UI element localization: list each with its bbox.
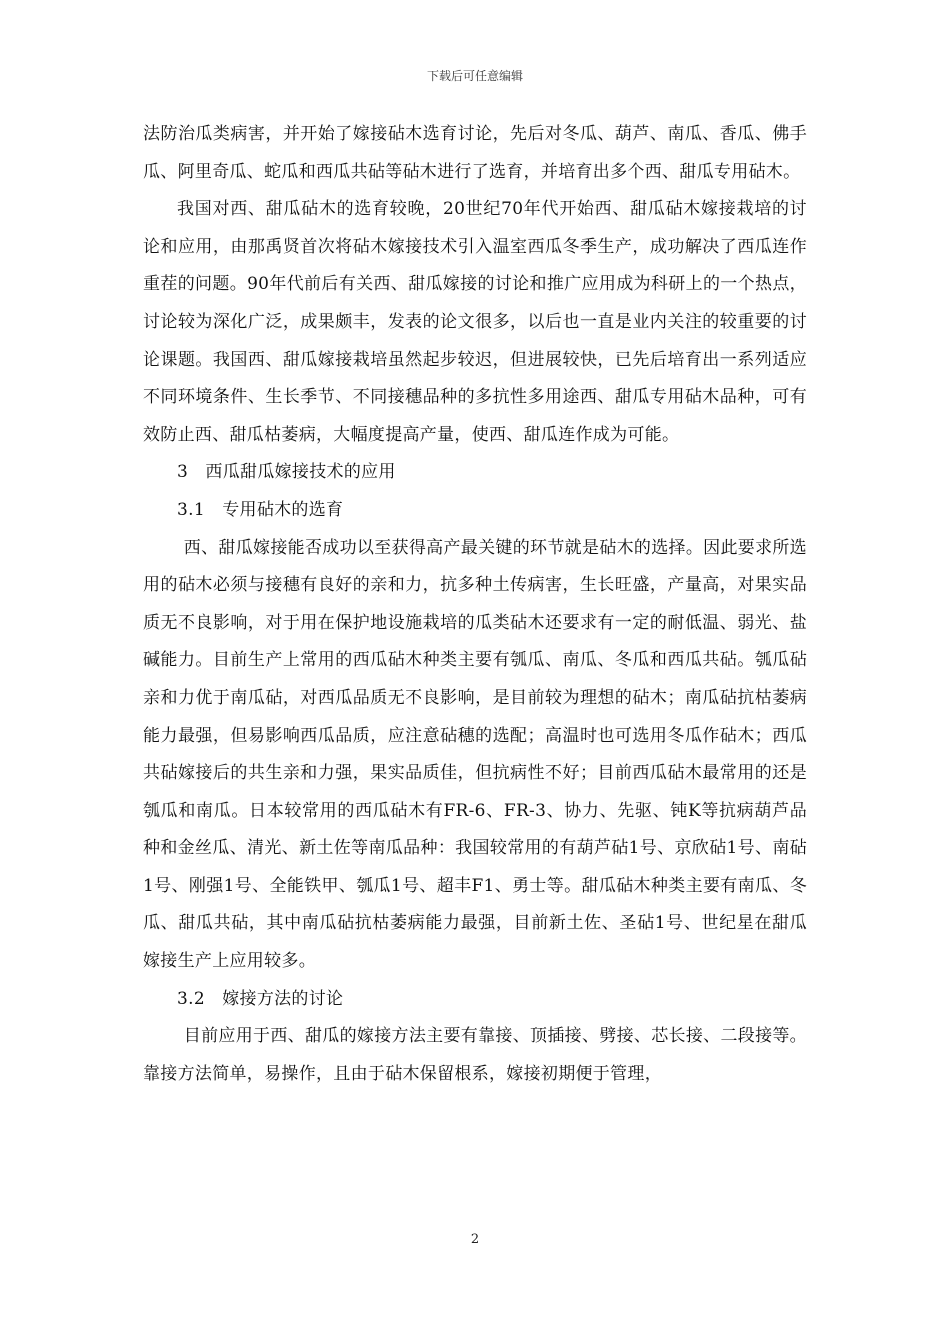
section-heading-3-1: 3.1 专用砧木的选育 (177, 499, 344, 520)
section-heading-3-2: 3.2 嫁接方法的讨论 (177, 988, 344, 1009)
paragraph-china-breeding: 我国对西、甜瓜砧木的选育较晚，20世纪70年代开始西、甜瓜砧木嫁接栽培的讨论和应用，由那禹贤首次将砧木嫁接技术引入温室西瓜冬季生产，成功解决了西瓜连作重茬的问题。90年代前后有关西、甜瓜嫁接的讨论和推广应用成为科研上的一个热点，讨论较为深化广泛，成果颇丰，发表的论文很多，以后也一直是业内关注的较重要的讨论课题。我国西、甜瓜嫁接栽培虽然起步较迟，但进展较快，已先后培育出一系列适应不同环境条件、生长季节、不同接穗品种的多抗性多用途西、甜瓜专用砧木品种，可有效防止西、甜瓜枯萎病，大幅度提高产量，使西、甜瓜连作成为可能。 (143, 199, 807, 445)
page-number: 2 (470, 1232, 480, 1247)
page-header: 下载后可任意编辑 (426, 69, 523, 83)
paragraph-rootstock-history: 法防治瓜类病害，并开始了嫁接砧木选育讨论，先后对冬瓜、葫芦、南瓜、香瓜、佛手瓜、阿里奇瓜、蛇瓜和西瓜共砧等砧木进行了选育，并培育出多个西、甜瓜专用砧木。 (143, 124, 807, 182)
paragraph-grafting-methods: 目前应用于西、甜瓜的嫁接方法主要有靠接、顶插接、劈接、芯长接、二段接等。靠接方法简单，易操作，且由于砧木保留根系，嫁接初期便于管理， (143, 1026, 807, 1084)
paragraph-rootstock-selection: 西、甜瓜嫁接能否成功以至获得高产最关键的环节就是砧木的选择。因此要求所选用的砧木必须与接穗有良好的亲和力，抗多种土传病害，生长旺盛，产量高，对果实品质无不良影响，对于用在保护地设施栽培的瓜类砧木还要求有一定的耐低温、弱光、盐碱能力。目前生产上常用的西瓜砧木种类主要有瓠瓜、南瓜、冬瓜和西瓜共砧。瓠瓜砧亲和力优于南瓜砧，对西瓜品质无不良影响，是目前较为理想的砧木；南瓜砧抗枯萎病能力最强，但易影响西瓜品质，应注意砧穗的选配；高温时也可选用冬瓜作砧木；西瓜共砧嫁接后的共生亲和力强，果实品质佳，但抗病性不好；目前西瓜砧木最常用的还是瓠瓜和南瓜。日本较常用的西瓜砧木有FR-6、FR-3、协力、先驱、钝K等抗病葫芦品种和金丝瓜、清光、新土佐等南瓜品种：我国较常用的有葫芦砧1号、京欣砧1号、南砧1号、刚强1号、全能铁甲、瓠瓜1号、超丰F1、勇士等。甜瓜砧木种类主要有南瓜、冬瓜、甜瓜共砧，其中南瓜砧抗枯萎病能力最强，目前新土佐、圣砧1号、世纪星在甜瓜嫁接生产上应用较多。 (143, 537, 807, 972)
document-body (143, 116, 807, 1093)
section-heading-3: 3 西瓜甜瓜嫁接技术的应用 (177, 462, 396, 483)
